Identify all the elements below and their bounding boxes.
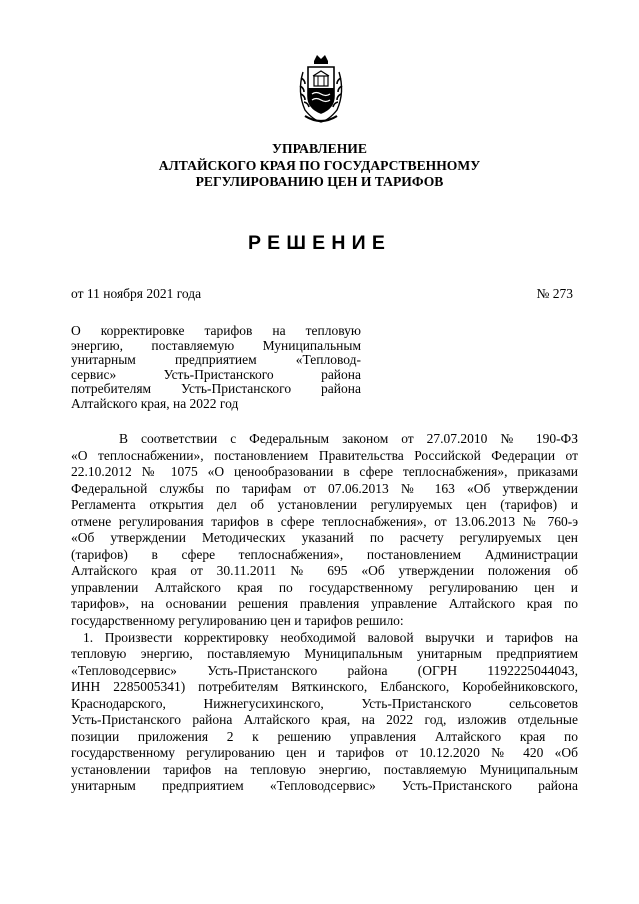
body-line: Федеральной службы по тарифам от 07.06.2013 № 163 «Об утверждении [71, 480, 578, 496]
subject-line: Алтайского края, на 2022 год [71, 395, 239, 411]
body-line: ИНН 2285005341) потребителям Вяткинского, Елбанского, Коробейниковского, [71, 679, 578, 695]
subject-line: О корректировке тарифов на тепловую [71, 323, 361, 338]
body-line: 1. Произвести корректировку необходимой валовой выручки и тарифов на [83, 629, 578, 645]
body-line: Алтайского края от 30.11.2011 № 695 «Об утверждении положения об [71, 563, 578, 579]
coat-of-arms-emblem [293, 52, 349, 128]
document-date: от 11 ноября 2021 года [71, 286, 202, 301]
body-line: тепловую энергию, поставляемую Муниципальным унитарным предприятием [71, 646, 578, 662]
body-line: 22.10.2012 № 1075 «О ценообразовании в сфере теплоснабжения», приказами [71, 464, 578, 480]
body-line: унитарным предприятием «Тепловодсервис» Усть-Пристанского района [71, 778, 578, 794]
body-line: Регламента открытия дел об установлении регулируемых цен (тарифов) и [71, 497, 578, 513]
body-line: государственному регулированию цен и тарифов решило: [71, 613, 404, 629]
body-line: Усть-Пристанского района Алтайского края, на 2022 год, изложив отдельные [71, 712, 578, 728]
document-number: № 273 [536, 286, 573, 301]
body-line: «Тепловодсервис» Усть-Пристанского района (ОГРН 1192225044043, [71, 662, 578, 678]
body-line: установлении тарифов на тепловую энергию, поставляемую Муниципальным [71, 761, 578, 777]
subject-line: энергию, поставляемую Муниципальным [71, 337, 361, 353]
document-body [71, 431, 578, 795]
organization-name [60, 141, 579, 191]
document-subject [71, 324, 361, 412]
body-line: В соответствии с Федеральным законом от 27.07.2010 № 190-ФЗ [119, 431, 578, 446]
body-line: управлении Алтайского края по государственному регулированию цен и [71, 579, 578, 595]
body-line: «О теплоснабжении», постановлением Правительства Российской Федерации от [71, 447, 578, 463]
body-line: тарифов», на основании решения правления управление Алтайского края по [71, 596, 578, 612]
org-line-2: АЛТАЙСКОГО КРАЯ ПО ГОСУДАРСТВЕННОМУ [158, 157, 481, 173]
subject-line: потребителям Усть-Пристанского района [71, 381, 361, 397]
body-line: позиции приложения 2 к решению управления Алтайского края по [71, 728, 578, 744]
body-line: Краснодарского, Нижнегусихинского, Усть-Пристанского сельсоветов [71, 695, 578, 711]
document-type-title: РЕШЕНИЕ [247, 232, 392, 254]
body-line: «Об утверждении Методических указаний по расчету регулируемых цен [71, 530, 578, 546]
body-line: (тарифов) в сфере теплоснабжения», постановлением Администрации [71, 546, 578, 562]
org-line-3: РЕГУЛИРОВАНИЮ ЦЕН И ТАРИФОВ [195, 174, 444, 189]
body-line: государственному регулированию цен и тарифов от 10.12.2020 № 420 «Об [71, 745, 578, 761]
body-line: отмене регулирования тарифов в сфере теплоснабжения», от 13.06.2013 № 760-э [71, 513, 578, 529]
subject-line: сервис» Усть-Пристанского района [71, 366, 361, 382]
org-line-1: УПРАВЛЕНИЕ [272, 141, 367, 156]
subject-line: унитарным предприятием «Тепловод- [71, 352, 361, 368]
